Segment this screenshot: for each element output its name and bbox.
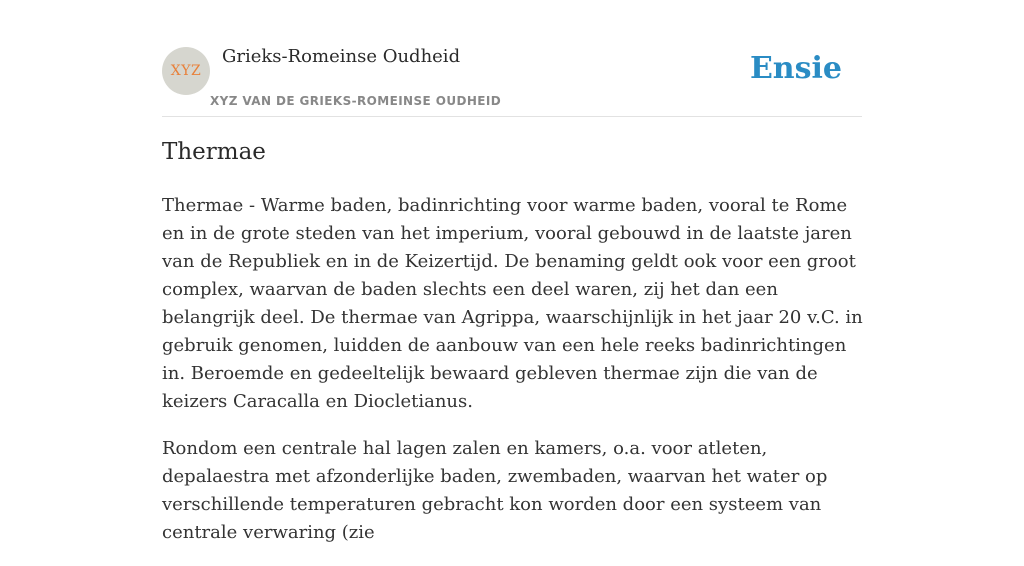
article-paragraph: Rondom een centrale hal lagen zalen en kamers, o.a. voor atleten, depalaestra met afzonderlijke baden, zwembaden, waarvan het water op verschillende temperaturen gebracht kon worden door een systeem van centrale verwaring (zie [162, 438, 828, 543]
ensie-logo-link[interactable]: Ensie [749, 51, 842, 86]
article-title: Thermae [162, 139, 266, 165]
page-header [162, 40, 862, 117]
article-paragraph: Thermae - Warme baden, badinrichting voor warme baden, vooral te Rome en in de grote steden van het imperium, vooral gebouwd in de laatste jaren van de Republiek en in de Keizertijd. De benaming geldt ook voor een groot complex, waarvan de baden slechts een deel waren, zij het dan een belangrijk deel. De thermae van Agrippa, waarschijnlijk in het jaar 20 v.C. in gebruik genomen, luidden de aanbouw van een hele reeks badinrichtingen in. Beroemde en gedeeltelijk bewaard gebleven thermae zijn die van de keizers Caracalla en Diocletianus. [162, 195, 863, 412]
book-subtitle: XYZ VAN DE GRIEKS-ROMEINSE OUDHEID [210, 94, 502, 108]
book-avatar[interactable]: XYZ [162, 47, 210, 95]
article-body [162, 192, 864, 566]
book-title[interactable]: Grieks-Romeinse Oudheid [222, 46, 461, 67]
